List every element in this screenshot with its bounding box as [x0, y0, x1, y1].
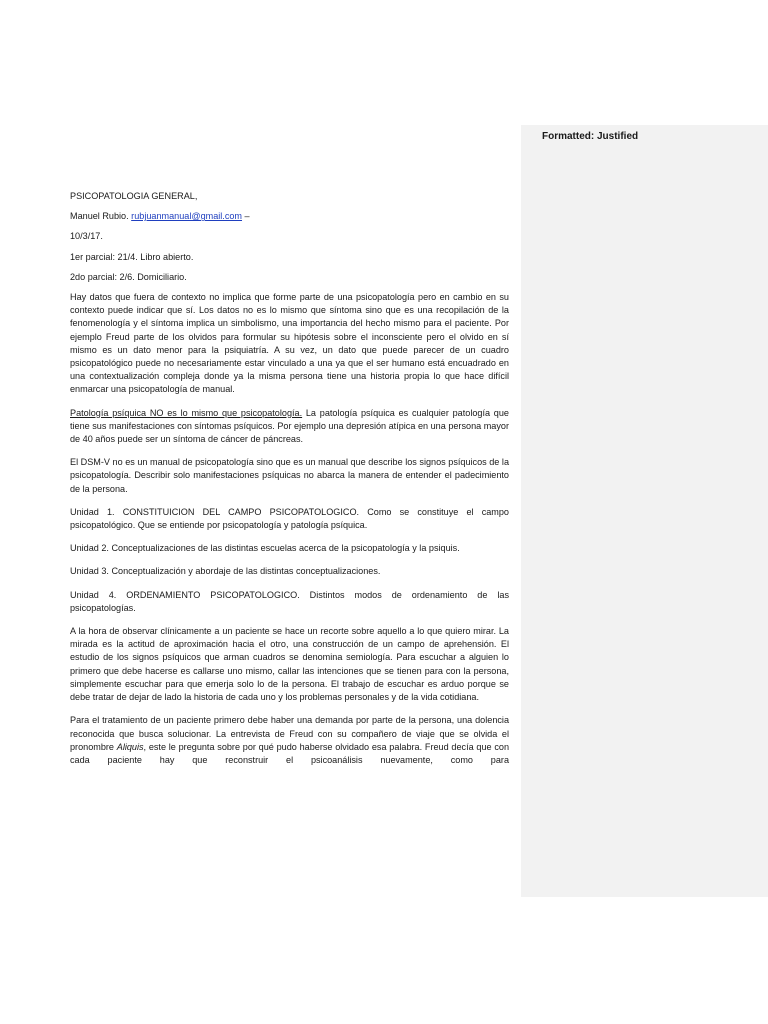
exam-2: 2do parcial: 2/6. Domiciliario.	[70, 271, 187, 282]
unit-1: Unidad 1. CONSTITUICION DEL CAMPO PSICOPATOLOGICO. Como se constituye el campo psicopatológico. Que se entiende por psicopatología y patología psíquica.	[70, 506, 509, 531]
paragraph-5	[70, 714, 509, 767]
paragraph-2	[70, 407, 509, 447]
paragraph-5-a: Para el tratamiento de un paciente primero debe haber una demanda por parte de la persona, una dolencia reconocida que busca solucionar. La entrevista de Freud con su compañero de viaje que se olvida el pronombre	[70, 715, 509, 752]
doc-date: 10/3/17.	[70, 231, 103, 242]
author-line	[70, 210, 509, 223]
paragraph-1: Hay datos que fuera de contexto no implica que forme parte de una psicopatología pero en cambio en su contexto puede indicar que sí. Los datos no es lo mismo que síntoma sino que es una recopilación de la fenomenología y el síntoma implica un simbolismo, una importancia del hecho mismo para el paciente. Por ejemplo Freud parte de los olvidos para formular su hipótesis sobre el inconsciente pero el olvido en sí mismo es un dato menor para la psiquiatría. A su vez, un dato que puede parecer de un cuadro psicopatológico puede no necesariamente estar vinculado a una ya que el ser humano está encuadrado en una contextualización compleja donde ya la misma persona tiene una historia propia lo que hace difícil enmarcar una psicopatología de manual.	[70, 292, 509, 395]
doc-title: PSICOPATOLOGIA GENERAL,	[70, 191, 198, 201]
author-name: Manuel Rubio.	[70, 211, 132, 222]
paragraph-5-italic: Aliquis	[116, 741, 144, 752]
paragraph-4: A la hora de observar clínicamente a un paciente se hace un recorte sobre aquello a lo que quiero mirar. La mirada es la actitud de aproximación hacia el otro, una construcción de un campo de aprehensión. El estudio de los signos psíquicos que arman cuadros se denomina semiología. Para escuchar a alguien lo primero que debe hacerse es callarse uno mismo, callar las intenciones que se tienen para con la persona, simplemente escuchar para que emerja solo lo de la persona. El trabajo de escuchar es arduo porque se debe tratar de dejar de lado la historia de cada uno y los problemas personales y de la vida cotidiana.	[70, 626, 509, 703]
author-suffix: –	[242, 211, 250, 222]
comment-pane	[521, 125, 768, 897]
paragraph-3: El DSM-V no es un manual de psicopatología sino que es un manual que describe los signos psíquicos de la psicopatología. Describir solo manifestaciones psíquicas no abarca la manera de entender el padecimiento de la persona.	[70, 457, 509, 494]
document-body	[70, 190, 509, 777]
unit-3: Unidad 3. Conceptualización y abordaje de las distintas conceptualizaciones.	[70, 566, 381, 577]
unit-2: Unidad 2. Conceptualizaciones de las distintas escuelas acerca de la psicopatología y la psiquis.	[70, 543, 460, 554]
author-email-link[interactable]: rubjuanmanual@gmail.com	[131, 211, 243, 222]
unit-4: Unidad 4. ORDENAMIENTO PSICOPATOLOGICO. Distintos modos de ordenamiento de las psicopatologías.	[70, 589, 509, 613]
exam-1: 1er parcial: 21/4. Libro abierto.	[70, 251, 194, 262]
comment-label: Formatted: Justified	[542, 131, 639, 142]
paragraph-2-rest: La patología psíquica es cualquier patología que tiene sus manifestaciones con síntomas psíquicos. Por ejemplo una depresión atípica en una persona mayor de 40 años puede ser un síntoma de cáncer de páncreas.	[70, 407, 509, 445]
paragraph-2-underlined: Patología psíquica NO es lo mismo que psicopatología.	[70, 407, 303, 418]
paragraph-5-b: , este le pregunta sobre por qué pudo haberse olvidado esa palabra. Freud decía que con cada paciente hay que reconstruir el psicoanálisis nuevamente, como para	[70, 741, 510, 765]
